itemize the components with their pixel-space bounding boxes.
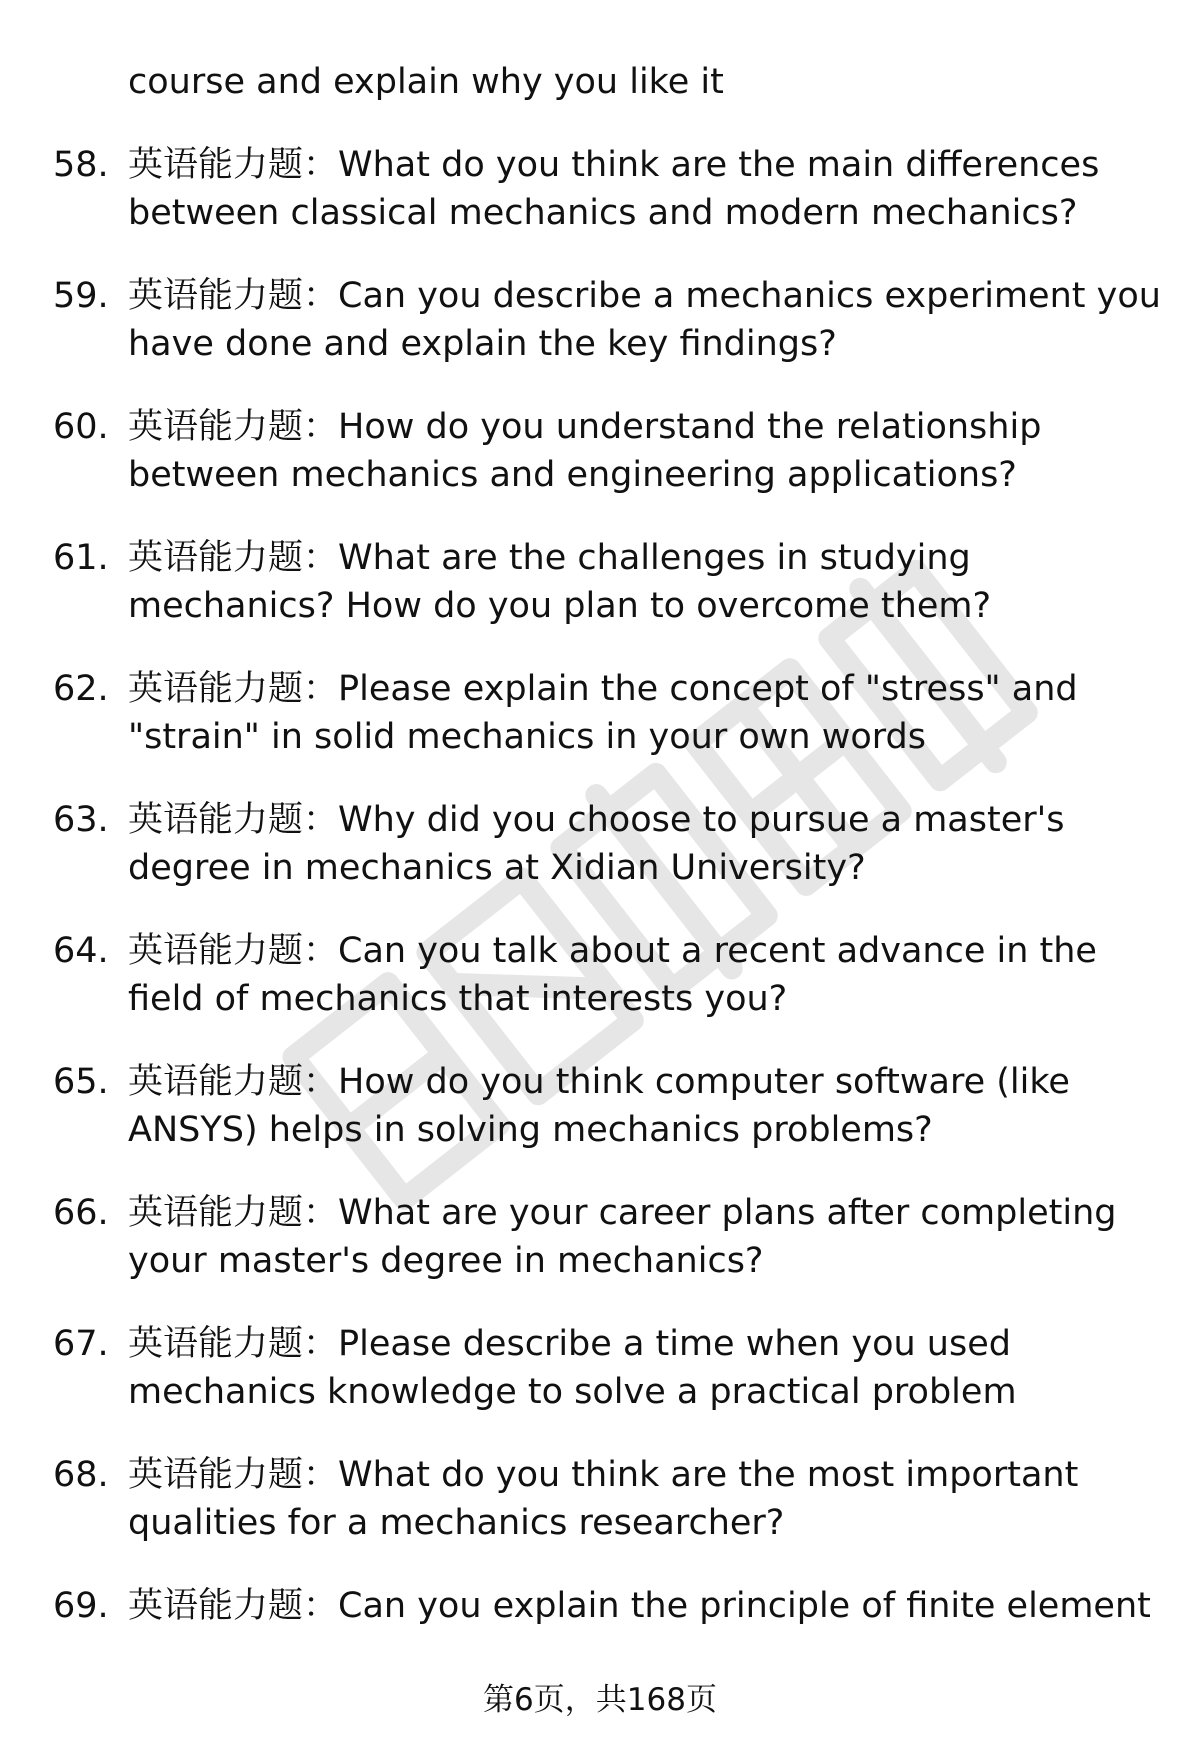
question-prefix: 英语能力题： <box>128 1324 339 1364</box>
list-item <box>53 1451 1178 1547</box>
question-number: 65. <box>53 1062 109 1102</box>
question-prefix: 英语能力题： <box>128 538 339 578</box>
list-item <box>53 1189 1178 1285</box>
list-item <box>53 534 1178 630</box>
question-text: What do you think are the most important qualities for a mechanics researcher? <box>128 1455 1079 1543</box>
question-text: Why did you choose to pursue a master's degree in mechanics at Xidian University? <box>128 800 1065 888</box>
question-prefix: 英语能力题： <box>128 145 339 185</box>
question-text: What are your career plans after completing your master's degree in mechanics? <box>128 1193 1117 1281</box>
continuation-text: course and explain why you like it <box>128 62 724 102</box>
question-number: 63. <box>53 800 109 840</box>
question-prefix: 英语能力题： <box>128 1193 339 1233</box>
question-prefix: 英语能力题： <box>128 1062 339 1102</box>
question-number: 58. <box>53 145 109 185</box>
question-text: How do you think computer software (like ANSYS) helps in solving mechanics problems? <box>128 1062 1070 1150</box>
question-text: Please explain the concept of "stress" and "strain" in solid mechanics in your own words <box>128 669 1078 757</box>
question-list <box>0 58 1200 1665</box>
question-prefix: 英语能力题： <box>128 1586 339 1626</box>
question-prefix: 英语能力题： <box>128 931 339 971</box>
question-text: Can you explain the principle of finite element <box>338 1586 1151 1626</box>
list-item <box>53 927 1178 1023</box>
question-number: 69. <box>53 1586 109 1626</box>
list-item <box>53 796 1178 892</box>
page-footer: 第6页，共168页 <box>483 1682 717 1718</box>
question-text: What do you think are the main differences between classical mechanics and modern mechanics? <box>128 145 1100 233</box>
question-prefix: 英语能力题： <box>128 407 339 447</box>
question-number: 60. <box>53 407 109 447</box>
list-item <box>53 141 1178 237</box>
question-number: 66. <box>53 1193 109 1233</box>
question-text: Can you describe a mechanics experiment you have done and explain the key findings? <box>128 276 1161 364</box>
question-number: 62. <box>53 669 109 709</box>
question-text: Can you talk about a recent advance in the field of mechanics that interests you? <box>128 931 1097 1019</box>
question-number: 67. <box>53 1324 109 1364</box>
question-number: 59. <box>53 276 109 316</box>
question-prefix: 英语能力题： <box>128 1455 339 1495</box>
question-number: 61. <box>53 538 109 578</box>
list-item <box>53 1320 1178 1416</box>
list-item <box>53 665 1178 761</box>
list-item <box>53 272 1178 368</box>
question-text: How do you understand the relationship between mechanics and engineering applications? <box>128 407 1042 495</box>
list-item <box>53 1582 1178 1630</box>
question-text: Please describe a time when you used mechanics knowledge to solve a practical problem <box>128 1324 1017 1412</box>
list-item <box>53 1058 1178 1154</box>
question-number: 68. <box>53 1455 109 1495</box>
question-prefix: 英语能力题： <box>128 669 339 709</box>
question-prefix: 英语能力题： <box>128 276 339 316</box>
question-prefix: 英语能力题： <box>128 800 339 840</box>
question-text: What are the challenges in studying mechanics? How do you plan to overcome them? <box>128 538 992 626</box>
list-item <box>53 403 1178 499</box>
question-number: 64. <box>53 931 109 971</box>
